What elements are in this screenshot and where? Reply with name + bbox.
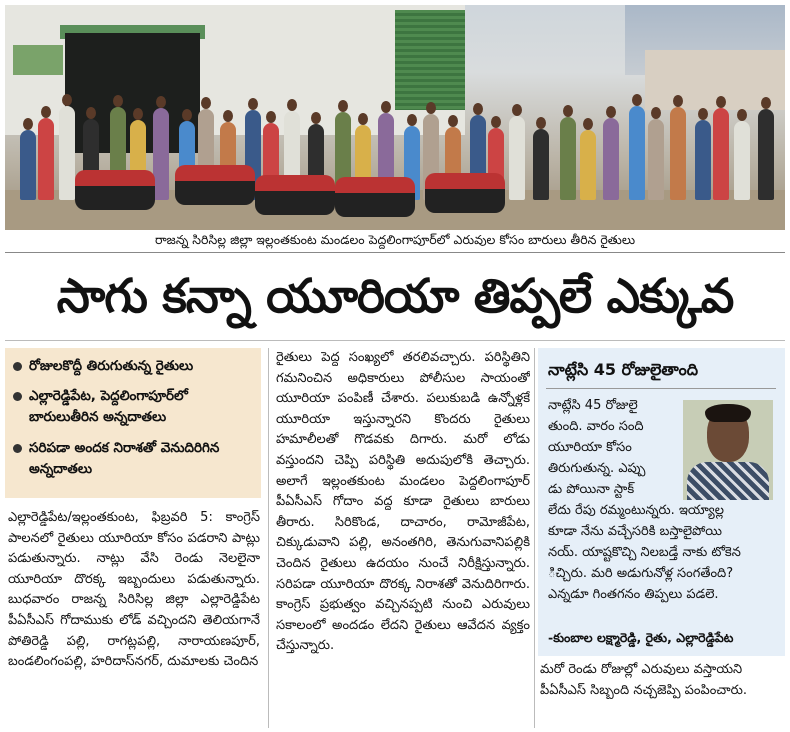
crowd-head <box>62 94 72 106</box>
crowd-person <box>629 106 645 200</box>
crowd-head <box>563 105 573 117</box>
crowd-person <box>713 108 729 200</box>
highlights-box <box>5 348 261 498</box>
crowd-person <box>648 119 664 200</box>
news-photo <box>5 5 785 230</box>
photo-caption: రాజన్న సిరిసిల్ల జిల్లా ఇల్లంతకుంట మండలం పెద్దలింగాపూర్‌లో ఎరువుల కోసం బారులు తీరిన రైతులు <box>154 232 636 247</box>
motorcycle <box>75 170 155 210</box>
crowd-head <box>266 111 276 123</box>
crowd-head <box>182 109 192 121</box>
crowd-person <box>560 117 576 200</box>
crowd-head <box>491 116 501 128</box>
motorcycle <box>175 165 255 205</box>
crowd-head <box>223 110 233 122</box>
bullet-icon <box>13 362 22 371</box>
quote-attribution: -కుంబాల లక్ష్మారెడ్డి, రైతు, ఎల్లారెడ్డిపేట <box>548 630 734 645</box>
crowd-head <box>583 118 593 130</box>
crowd-head <box>311 112 321 124</box>
crowd-head <box>86 107 96 119</box>
divider <box>546 388 776 389</box>
quote-text: నాట్లేసి 45 రోజులై తుంది. వారం సంది యూరియా కోసం తిరుగుతున్న. ఎప్పు డు పోయినా స్టాక్ లేదు రేపు రమ్మంటున్నరు. ఇయ్యాల్ల కూడా నేను వచ్చేసరికి బస్తాలైపోయి నయ్. యాష్టకొచ్చి నిలబడ్తే నాకు టోకెన ిచ్చిరు. మరి అడుగునోళ్ల సంగతేంది? ఎన్నడూ గింతగనం తిప్పలు పడలె. <box>548 398 741 602</box>
crowd-person <box>533 129 549 200</box>
crowd-head <box>156 96 166 108</box>
crowd-head <box>287 99 297 111</box>
crowd-head <box>737 109 747 121</box>
crowd-person <box>38 118 54 200</box>
crowd-person <box>20 130 36 200</box>
crowd-person <box>734 121 750 200</box>
crowd-head <box>473 103 483 115</box>
headline: సాగు కన్నా యూరియా తిప్పలే ఎక్కువ <box>56 269 734 324</box>
crowd-person <box>509 116 525 200</box>
article-column-2: రైతులు పెద్ద సంఖ్యలో తరలివచ్చారు. పరిస్థితిని గమనించిన అధికారులు పోలీసుల సాయంతో యూరియా పంపిణీ చేశారు. పలుకుబడి ఉన్నోళ్లకే యూరియా ఇస్తున్నారని కొందరు రైతులు హమాలీలతో గొడవకు దిగారు. మరో లోడు వస్తుందని చెప్పి పరిస్థితి అదుపులోకి తెచ్చారు. అలాగే ఇల్లంతకుంట మండలం పెద్దలింగాపూర్ పీఏసీఎస్ గోదాం వద్ద కూడా రైతులు బారులు తీరారు. సిరికొండ, దాచారం, రామోజీపేట, చిక్కుడువాని పల్లి, అనంతగిరి, తెనుగువానిపల్లికి చెందిన రైతులు ఉదయం నుంచే నిరీక్షిస్తున్నారు. సరిపడా యూరియా దొరక్క నిరాశతో వెనుదిరిగారు. కాంగ్రెస్ ప్రభుత్వం వచ్చినప్పటి నుంచి ఎరువులు సకాలంలో అందడం లేదని రైతులు ఆవేదన వ్యక్తం చేస్తున్నారు. <box>276 350 530 654</box>
crowd-head <box>113 95 123 107</box>
crowd-person <box>59 106 75 200</box>
crowd-person <box>580 130 596 200</box>
crowd-head <box>673 95 683 107</box>
highlight-item: రోజులకొద్దీ తిరుగుతున్న రైతులు <box>13 356 253 377</box>
crowd-person <box>695 120 711 200</box>
bullet-icon <box>13 444 22 453</box>
bullet-icon <box>13 392 22 401</box>
crowd-head <box>381 101 391 113</box>
article-column-1: ఎల్లారెడ్డిపేట/ఇల్లంతకుంట, ఫిబ్రవరి 5: కాంగ్రెస్ పాలనలో రైతులు యూరియా కోసం పడరాని పాట్లు పడుతున్నారు. నాట్లు వేసి రెండు నెలలైనా యూరియా దొరక్క ఇబ్బందులు పడుతున్నారు. బుధవారం రాజన్న సిరిసిల్ల జిల్లా ఎల్లారెడ్డిపేట పీఏసీఎస్ గోదాముకు లోడ్ వచ్చిందని తెలియగానే పోతిరెడ్డి పల్లి, రాగట్లపల్లి, నారాయణపూర్, బండలింగంపల్లి, హరిదాస్‌నగర్, దుమాలకు చెందిన <box>8 510 260 670</box>
crowd-head <box>716 96 726 108</box>
crowd-head <box>133 108 143 120</box>
column-divider <box>534 348 535 728</box>
article-column-3-tail: మరో రెండు రోజుల్లో ఎరువులు వస్తాయని పీఏసీఎస్ సిబ్బంది నచ్చజెప్పి పంపించారు. <box>540 662 747 698</box>
crowd-head <box>632 94 642 106</box>
highlight-item: సరిపడా అందక నిరాశతో వెనుదిరిగిన అన్నదాతలు <box>13 438 253 480</box>
farmer-quote-box <box>538 348 785 656</box>
crowd-person <box>153 108 169 200</box>
crowd-head <box>651 107 661 119</box>
motorcycle <box>335 177 415 217</box>
crowd-person <box>603 118 619 200</box>
crowd-head <box>23 118 33 130</box>
divider <box>5 340 785 341</box>
highlight-item: ఎల్లారెడ్డిపేట, పెద్దలింగాపూర్‌లో బారులుతీరిన అన్నదాతలు <box>13 386 253 428</box>
crowd-head <box>426 102 436 114</box>
crowd-head <box>41 106 51 118</box>
crowd-head <box>761 97 771 109</box>
crowd-head <box>407 114 417 126</box>
motorcycle <box>425 173 505 213</box>
crowd-head <box>606 106 616 118</box>
crowd-head <box>201 97 211 109</box>
divider <box>5 252 785 253</box>
column-divider <box>268 348 269 728</box>
crowd-head <box>536 117 546 129</box>
crowd-head <box>512 104 522 116</box>
crowd-head <box>248 98 258 110</box>
crowd-head <box>358 113 368 125</box>
crowd-head <box>698 108 708 120</box>
crowd-head <box>338 100 348 112</box>
crowd-person <box>670 107 686 200</box>
motorcycle <box>255 175 335 215</box>
crowd-head <box>448 115 458 127</box>
quote-box-title: నాట్లేసి 45 రోజులైతాంది <box>548 360 699 379</box>
crowd-person <box>758 109 774 200</box>
